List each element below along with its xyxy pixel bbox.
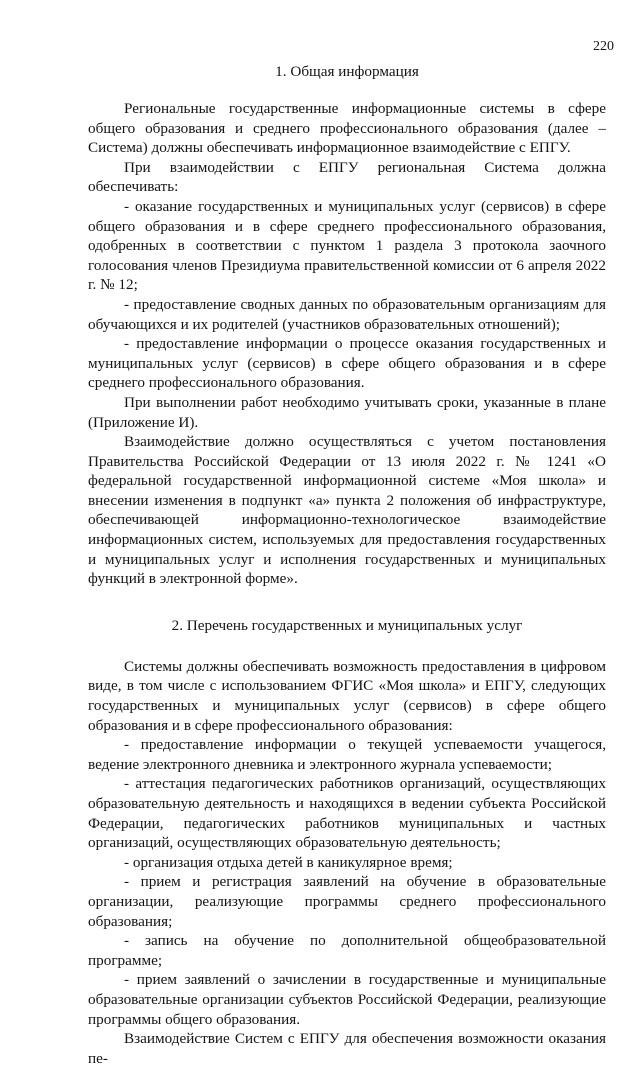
section-1-list-item: - оказание государственных и муниципальных услуг (сервисов) в сфере общего образования и в сфере среднего профессионального образования, одобренных в соответствии с пунктом 1 раздела 3 протокола заочного голосования членов Президиума правительственной комиссии от 6 апреля 2022 г. № 12; bbox=[88, 197, 606, 294]
section-1-heading: 1. Общая информация bbox=[275, 63, 419, 80]
section-1-body bbox=[88, 99, 606, 589]
section-2-list-item: - организация отдыха детей в каникулярное время; bbox=[124, 853, 453, 871]
section-2-list-item: - прием заявлений о зачислении в государственные и муниципальные образовательные организации субъектов Российской Федерации, реализующие программы общего образования. bbox=[88, 971, 606, 1028]
section-2-list-item: - прием и регистрация заявлений на обучение в образовательные организации, реализующие программы среднего профессионального образования; bbox=[88, 873, 606, 930]
section-1-list-item: - предоставление сводных данных по образовательным организациям для обучающихся и их родителей (участников образовательных отношений); bbox=[88, 295, 606, 333]
section-2-list-item: - аттестация педагогических работников организаций, осуществляющих образовательную деятельность и находящихся в ведении субъекта Российской Федерации, педагогических работников муниципальных и частных организаций, осуществляющих образовательную деятельность; bbox=[88, 775, 606, 852]
section-2-continuation-paragraph: Взаимодействие Систем с ЕПГУ для обеспечения возможности оказания пе- bbox=[88, 1030, 606, 1067]
section-1-list-item: - предоставление информации о процессе оказания государственных и муниципальных услуг (сервисов) в сфере общего образования и в сфере среднего профессионального образования. bbox=[88, 335, 606, 392]
section-1-deadline-paragraph: При выполнении работ необходимо учитывать сроки, указанные в плане (Приложение И). bbox=[88, 393, 606, 431]
section-1-intro-paragraph: Региональные государственные информационные системы в сфере общего образования и среднего профессионального образования (далее – Система) должны обеспечивать информационное взаимодействие с ЕПГУ. bbox=[88, 100, 606, 157]
section-1-regulation-paragraph: Взаимодействие должно осуществляться с учетом постановления Правительства Российской Федерации от 13 июля 2022 г. № 1241 «О федеральной государственной информационной системе «Моя школа» и внесении изменения в подпункт «а» пункта 2 положения об инфраструктуре, обеспечивающей информационно-технологическое взаимодействие информационных систем, используемых для предоставления государственных и муниципальных услуг и исполнения государственных и муниципальных функций в электронной форме». bbox=[88, 433, 606, 588]
section-2-heading: 2. Перечень государственных и муниципальных услуг bbox=[171, 616, 523, 634]
document-body bbox=[88, 62, 606, 1068]
section-2-intro-paragraph: Системы должны обеспечивать возможность предоставления в цифровом виде, в том числе с использованием ФГИС «Моя школа» и ЕПГУ, следующих государственных и муниципальных услуг (сервисов) в сфере общего образования и в сфере профессионального образования: bbox=[88, 657, 606, 734]
section-2-body bbox=[88, 657, 606, 1068]
section-2-list-item: - запись на обучение по дополнительной общеобразовательной программе; bbox=[88, 932, 606, 969]
page-number: 220 bbox=[593, 39, 614, 54]
section-2-list-item: - предоставление информации о текущей успеваемости учащегося, ведение электронного дневника и электронного журнала успеваемости; bbox=[88, 736, 606, 773]
section-1-lead-paragraph: При взаимодействии с ЕПГУ региональная Система должна обеспечивать: bbox=[88, 158, 606, 196]
